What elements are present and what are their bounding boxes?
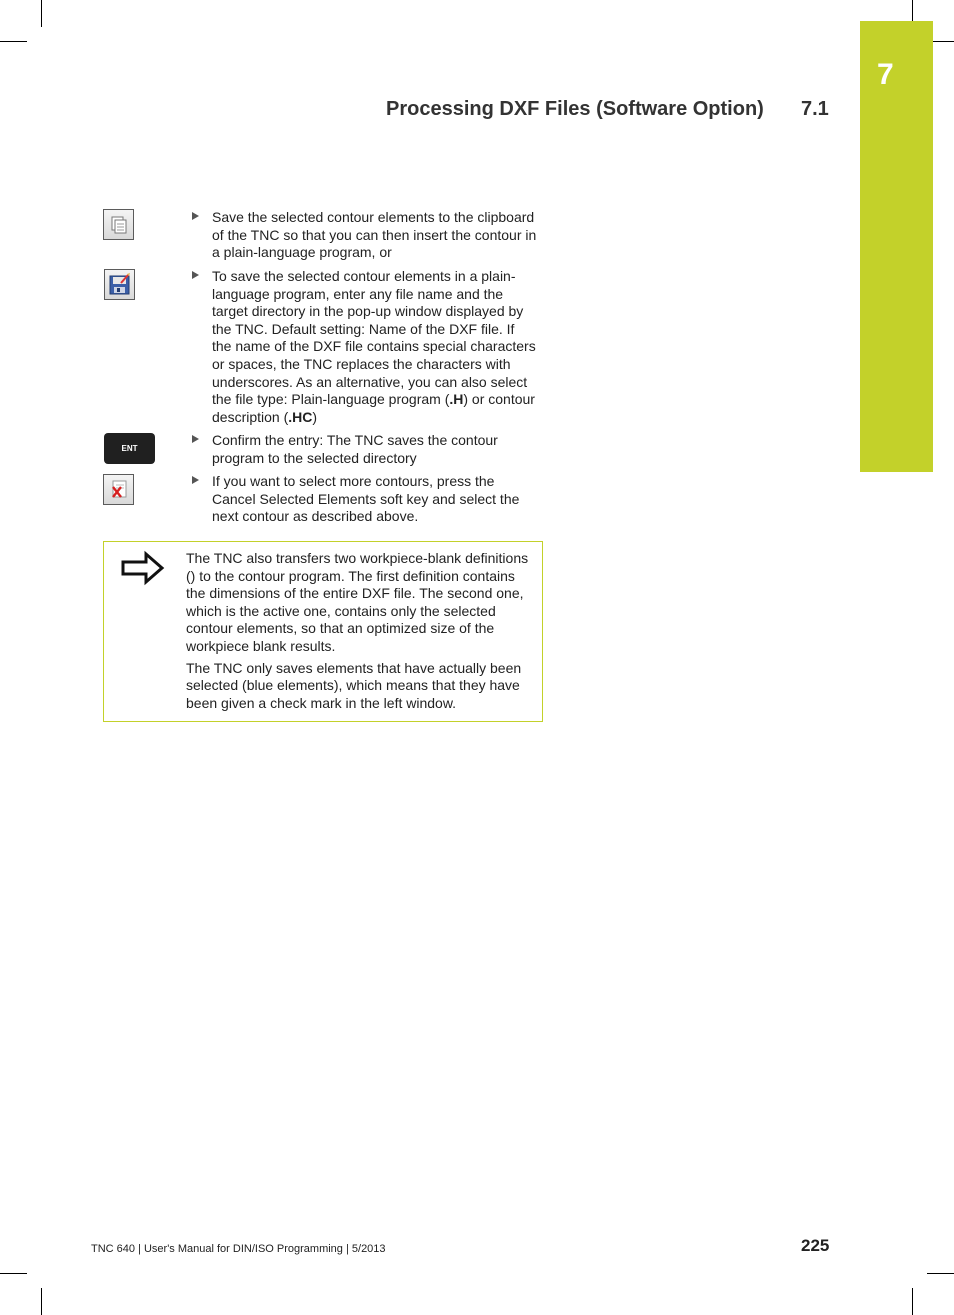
chapter-tab [860,21,933,472]
save-to-file-icon[interactable] [104,269,135,300]
crop-mark [41,1288,42,1315]
bullet-arrow-icon [192,212,199,220]
bullet-arrow-icon [192,476,199,484]
crop-mark [0,41,27,42]
footer-text: TNC 640 | User's Manual for DIN/ISO Programming | 5/2013 [91,1243,386,1255]
crop-mark [927,1273,954,1274]
step-save-file [192,268,537,426]
note-box [103,541,543,722]
step-select-more [192,473,537,526]
step-text-part: ) [312,408,318,425]
step-text: Save the selected contour elements to the clipboard of the TNC so that you can then insert the contour in a plain-language program, or [212,209,537,261]
step-text-part: To save the selected contour elements in a plain-language program, enter any file name and the target directory in the pop-up window displayed by the TNC. Default setting: Name of the DXF file. If the name of the DXF file contains special characters or spaces, the TNC replaces the characters with underscores. As an alternative, you can also select the file type: Plain-language program ( [212,268,536,408]
clipboard-copy-icon[interactable] [103,209,134,240]
page-number: 225 [801,1236,830,1255]
section-number: 7.1 [801,98,829,120]
cancel-selection-icon[interactable] [103,474,134,505]
note-paragraph: The TNC only saves elements that have actually been selected (blue elements), which means that they have been given a check mark in the left window. [186,659,522,711]
crop-mark [41,0,42,27]
page-title: Processing DXF Files (Software Option) [386,98,764,120]
file-extension-h: .H [449,391,464,408]
step-save-clipboard [192,209,537,262]
step-text: Confirm the entry: The TNC saves the contour program to the selected directory [212,432,498,466]
note-arrow-icon [120,550,166,586]
ent-key[interactable]: ENT [104,433,155,464]
step-text: If you want to select more contours, press the Cancel Selected Elements soft key and select the next contour as described above. [212,473,520,525]
note-body [186,550,538,716]
step-text-part: ) or contour description ( [212,391,535,425]
bullet-arrow-icon [192,271,199,279]
chapter-number: 7 [877,58,894,91]
note-paragraph: The TNC also transfers two workpiece-blank definitions () to the contour program. The first definition contains the dimensions of the entire DXF file. The second one, which is the active one, contains only the selected contour elements, so that an optimized size of the workpiece blank results. [186,550,529,654]
file-extension-hc: .HC [288,408,313,425]
bullet-arrow-icon [192,435,199,443]
step-text [212,268,537,426]
crop-mark [0,1273,27,1274]
crop-mark [912,1288,913,1315]
step-confirm-entry [192,432,537,467]
